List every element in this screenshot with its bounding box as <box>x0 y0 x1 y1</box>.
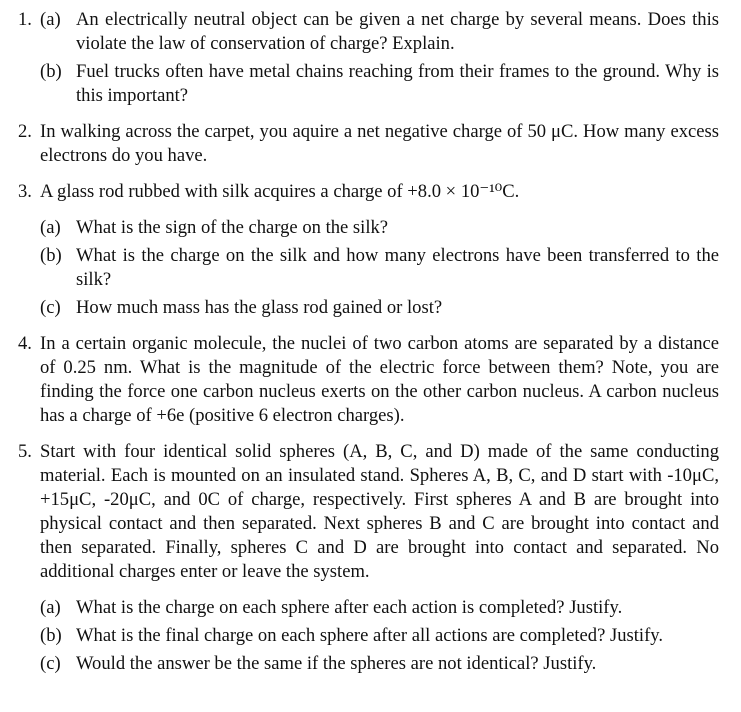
subquestion-3b <box>40 244 719 292</box>
problem-number: 1. <box>18 9 32 30</box>
problem-number: 4. <box>18 333 32 354</box>
sub-label: (a) <box>40 9 61 30</box>
problem-5 <box>0 440 719 676</box>
subquestion-5b <box>40 624 719 648</box>
problem-text: Start with four identical solid spheres (A, B, C, and D) made of the same conducting material. Each is mounted on an insulated stand. Spheres A, B, C, and D start with -10μC, +15μC, -20μC, and 0C of charge, respectively. First spheres A and B are brought into physical contact and then separated. Next spheres B and C are brought into contact and then separated. Finally, spheres C and D are brought into contact and separated. No additional charges enter or leave the system. <box>40 441 719 582</box>
sub-label: (b) <box>40 245 62 266</box>
sub-text: What is the sign of the charge on the silk? <box>76 217 389 238</box>
sub-text: What is the charge on the silk and how many electrons have been transferred to the silk? <box>76 245 719 290</box>
sub-label: (b) <box>40 625 62 646</box>
problem-number: 2. <box>18 121 32 142</box>
problem-number: 3. <box>18 181 32 202</box>
sub-label: (a) <box>40 217 61 238</box>
problem-text: In a certain organic molecule, the nuclei of two carbon atoms are separated by a distance of 0.25 nm. What is the magnitude of the electric force between them? Note, you are finding the force one carbon nucleus exerts on the other carbon nucleus. A carbon nucleus has a charge of +6e (positive 6 electron charges). <box>40 333 719 426</box>
subquestion-5c <box>40 652 719 676</box>
sub-label: (a) <box>40 597 61 618</box>
sub-text: Fuel trucks often have metal chains reaching from their frames to the ground. Why is this important? <box>76 61 719 106</box>
sub-label: (c) <box>40 297 61 318</box>
sub-text: What is the charge on each sphere after each action is completed? Justify. <box>76 597 623 618</box>
problem-text: A glass rod rubbed with silk acquires a charge of +8.0 × 10⁻¹⁰C. <box>40 181 520 202</box>
subquestion-1b <box>40 60 719 108</box>
problem-3 <box>0 180 719 320</box>
sub-text: What is the final charge on each sphere after all actions are completed? Justify. <box>76 625 664 646</box>
problem-number: 5. <box>18 441 32 462</box>
sub-text: Would the answer be the same if the spheres are not identical? Justify. <box>76 653 597 674</box>
sub-label: (b) <box>40 61 62 82</box>
subquestion-1a <box>40 8 719 56</box>
problem-4 <box>0 332 719 428</box>
subquestion-3c <box>40 296 719 320</box>
problem-1 <box>0 8 719 108</box>
subquestion-3a <box>40 216 719 240</box>
problem-2 <box>0 120 719 168</box>
problem-text: In walking across the carpet, you aquire a net negative charge of 50 μC. How many excess electrons do you have. <box>40 121 719 166</box>
sub-text: How much mass has the glass rod gained or lost? <box>76 297 443 318</box>
sub-label: (c) <box>40 653 61 674</box>
subquestion-5a <box>40 596 719 620</box>
sub-text: An electrically neutral object can be given a net charge by several means. Does this violate the law of conservation of charge? Explain. <box>76 9 719 54</box>
